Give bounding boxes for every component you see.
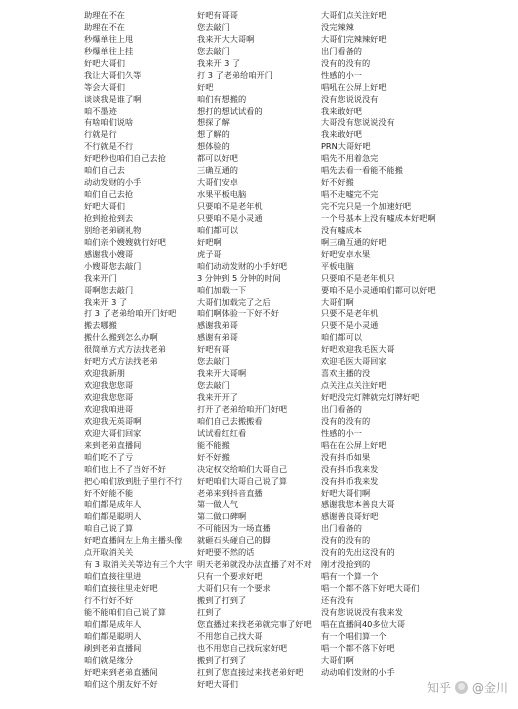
- script-line: 我来开 3 了: [197, 57, 241, 68]
- script-line: 感谢我您本善良大哥: [321, 499, 395, 510]
- script-line: 大哥没有您说说没有: [321, 117, 395, 128]
- script-line: 谈谈我是谁了啊: [84, 93, 142, 104]
- script-line: 咱们也上不了当好不好: [84, 463, 166, 474]
- script-line: 大哥们啊: [321, 654, 354, 665]
- script-line: 没有的没有的: [321, 57, 371, 68]
- script-line: 喜欢主播的没: [321, 368, 371, 379]
- script-line: 我来开大哥啊: [197, 368, 247, 379]
- script-line: 大哥们加载完了之后: [197, 296, 271, 307]
- script-line: 很简单方式方法找老弟: [84, 344, 166, 355]
- script-line: 老弟来到抖音直播: [197, 487, 263, 498]
- script-line: 好不好搬: [321, 177, 354, 188]
- script-line: 打 3 了老弟给咱开门好吧: [84, 308, 177, 319]
- script-line: 好吧来到老弟直播间: [84, 666, 158, 677]
- script-line: 能不能咱们自己说了算: [84, 606, 166, 617]
- script-line: 欢迎我无英哥啊: [84, 415, 142, 426]
- script-line: 刷到老弟直播间: [84, 642, 142, 653]
- script-line: 没有的先出这没有的: [321, 547, 395, 558]
- script-line: 不可能因为一场直播: [197, 523, 271, 534]
- script-line: 搬到了打到了: [197, 594, 247, 605]
- script-line: 虎子哥: [197, 248, 222, 259]
- script-line: 咱们加载一下: [197, 284, 247, 295]
- script-line: 咱们都是聪明人: [84, 511, 142, 522]
- script-line: 好吧大哥们: [84, 201, 125, 211]
- watermark-brand: 知乎: [426, 681, 451, 695]
- script-line: 好吧没完灯牌就完灯牌好吧: [321, 392, 420, 402]
- script-line: 欢迎我新朋: [84, 368, 125, 379]
- script-line: 出门看备的: [321, 523, 362, 534]
- script-line: 出门看备的: [321, 45, 362, 56]
- script-line: 我来开开了: [197, 392, 238, 402]
- script-line: 哥啊您去敲门: [84, 284, 134, 295]
- script-line: 我让大哥们久等: [84, 69, 142, 80]
- script-line: 没有抖币如果: [321, 451, 371, 462]
- script-line: 完不完只是一个加速好吧: [321, 201, 412, 211]
- script-column-middle: [197, 10, 317, 690]
- script-line: 不用您自己找大哥: [197, 630, 263, 641]
- script-line: 感谢我弟哥: [197, 320, 238, 331]
- script-line: 抢到抢抢到去: [84, 212, 134, 223]
- script-line: 行不行好不好: [84, 594, 134, 605]
- script-line: 好不好搬: [197, 451, 230, 462]
- script-line: 搬到了打到了: [197, 654, 247, 665]
- script-line: 好吧欢迎我毛医大哥: [321, 344, 395, 355]
- script-line: 搬去哪搬: [84, 320, 117, 331]
- script-line: 决定权交给咱们大哥自己: [197, 463, 288, 474]
- script-line: 好吧安卓水果: [321, 248, 371, 259]
- script-line: 没完辣辣: [321, 21, 354, 32]
- script-line: 出门看备的: [321, 403, 362, 414]
- script-line: 点开取消关关: [84, 547, 134, 558]
- script-line: 欢迎我您您哥: [84, 392, 134, 402]
- script-line: 一个号基本上没有嘘成本好吧啊: [321, 212, 436, 223]
- script-line: 有啥咱们说啥: [84, 117, 134, 128]
- script-line: 好吧咱们大哥自己说了算: [197, 475, 288, 486]
- script-line: 动动咱们发财的小手: [321, 666, 395, 677]
- script-line: 水果平板电脑: [197, 189, 247, 200]
- script-line: 也不用您自己找玩家好吧: [197, 642, 288, 653]
- script-line: 大哥们安卓: [197, 177, 238, 188]
- zhihu-watermark: [427, 679, 508, 696]
- script-line: 第二做口碑啊: [197, 511, 247, 522]
- avatar-icon: [455, 681, 468, 694]
- script-line: 只要咱不是老年机: [197, 201, 263, 211]
- script-line: 没有嘘成本: [321, 224, 362, 235]
- script-line: PRN大哥好吧: [321, 141, 371, 152]
- script-line: 唱吼在公屏上好吧: [321, 81, 387, 92]
- script-line: 大哥们只有一个要求: [197, 583, 271, 593]
- script-line: 唱一个都不落下好吧: [321, 642, 395, 653]
- script-line: 咱们都是成年人: [84, 618, 142, 629]
- script-line: 动动发财的小手: [84, 177, 142, 188]
- script-line: 刚才没抢到的: [321, 559, 371, 570]
- script-column-right: [321, 10, 446, 679]
- script-line: 欢迎我咱进哥: [84, 403, 134, 414]
- script-line: 我来开门: [84, 272, 117, 283]
- script-line: 想打的想试试看的: [197, 105, 263, 116]
- script-line: 好吧啊: [197, 236, 222, 247]
- script-line: 咱们就是缘分: [84, 654, 134, 665]
- script-line: 好吧直播间左上角主播头像: [84, 535, 183, 546]
- script-line: 您去敲门: [197, 356, 230, 367]
- script-line: 好吧: [197, 81, 214, 92]
- script-line: 还有没有: [321, 594, 354, 605]
- script-line: 想了解的: [197, 129, 230, 140]
- script-line: 好吧大哥们: [197, 678, 238, 689]
- script-line: 咱们吃不了亏: [84, 451, 134, 462]
- script-line: 想探了解: [197, 117, 230, 128]
- script-line: 性感的小一: [321, 69, 362, 80]
- script-line: 能不能搬: [197, 439, 230, 450]
- script-line: 好不好能不能: [84, 487, 134, 498]
- script-line: 咱们都可以: [321, 332, 362, 343]
- script-line: 咱不墨迹: [84, 105, 117, 116]
- script-line: 唱在在公屏上好吧: [321, 439, 387, 450]
- script-line: 我来敢好吧: [321, 129, 362, 140]
- script-line: 咱们自己去搬搬看: [197, 415, 263, 426]
- script-line: 大哥们啊: [321, 296, 354, 307]
- script-line: 助理在不在: [84, 21, 125, 32]
- script-line: 扛到了: [197, 606, 222, 617]
- script-line: 没有您说说没有我来发: [321, 606, 403, 617]
- script-line: 只要咱不是小灵通: [197, 212, 263, 223]
- script-line: 小嫂哥您去敲门: [84, 260, 142, 271]
- script-line: 第一做人气: [197, 499, 238, 510]
- script-line: 行就是行: [84, 129, 117, 140]
- script-line: 欢迎毛医大哥回家: [321, 356, 387, 367]
- script-line: 欢迎我您您哥: [84, 380, 134, 391]
- script-line: 平板电脑: [321, 260, 354, 271]
- script-line: 咱们动动发财的小手好吧: [197, 260, 288, 271]
- script-line: 没有抖币我来发: [321, 463, 379, 474]
- script-line: 有一个唱们算一个: [321, 630, 387, 641]
- script-line: 只要不是老年机: [321, 308, 379, 319]
- script-line: 唱有一个算一个: [321, 571, 379, 582]
- script-line: 扛到了您直接过来找老弟好吧: [197, 666, 304, 677]
- script-line: 打 3 了老弟给咱开门: [197, 69, 273, 80]
- script-column-left: [84, 10, 194, 690]
- script-line: 您去敲门: [197, 380, 230, 391]
- script-line: 好吧要不然的话: [197, 547, 255, 558]
- script-line: 咱自己说了算: [84, 523, 134, 534]
- script-line: 秒爆单往上挂: [84, 45, 134, 56]
- script-line: 您直播过来找老弟就完事了好吧: [197, 618, 312, 629]
- script-line: 不行就是不行: [84, 141, 134, 152]
- script-line: 只有一个要求好吧: [197, 571, 263, 582]
- script-line: 等会大哥们: [84, 81, 125, 92]
- script-line: 咱们直接往里进: [84, 571, 142, 582]
- script-line: 您去敲门: [197, 21, 230, 32]
- script-line: 要咱不是小灵通咱们都可以好吧: [321, 284, 436, 295]
- script-line: 只要不是小灵通: [321, 320, 379, 331]
- script-line: 没有您说说没有: [321, 93, 379, 104]
- script-line: 好吧大哥们: [84, 57, 125, 68]
- script-line: 咱们这个朋友好不好: [84, 678, 158, 689]
- script-line: 来到老弟直播间: [84, 439, 142, 450]
- script-line: 只要咱不是老年机只: [321, 272, 395, 283]
- script-line: 把心咱们放到肚子里行不行: [84, 475, 183, 486]
- script-line: 没有的没有的: [321, 535, 371, 546]
- script-line: 欢迎大哥们回家: [84, 427, 142, 438]
- script-line: 好吧有哥: [197, 344, 230, 355]
- script-line: 3 分钟到 5 分钟的时间: [197, 272, 281, 283]
- script-line: 都可以好吧: [197, 153, 238, 164]
- script-line: 三确互通的: [197, 165, 238, 176]
- script-line: 好吧秒也咱们自己去抢: [84, 153, 166, 164]
- script-line: 别给老弟刷礼物: [84, 224, 142, 235]
- script-line: 咱们亲个嫂嫂就行好吧: [84, 236, 166, 247]
- script-line: 咱们都可以: [197, 224, 238, 235]
- script-line: 您去敲门: [197, 45, 230, 56]
- script-line: 唱先去看一看能不能搬: [321, 165, 403, 176]
- script-line: 好吧方式方法找老弟: [84, 356, 158, 367]
- script-line: 唱一个都不落下好吧大哥们: [321, 583, 420, 593]
- script-line: 我来开 3 了: [84, 296, 128, 307]
- script-line: 助理在不在: [84, 10, 125, 20]
- script-line: 咱们有想搬的: [197, 93, 247, 104]
- script-line: 咱们都是成年人: [84, 499, 142, 510]
- script-line: 好吧有哥哥: [197, 10, 238, 20]
- script-line: 搬什么搬到怎么办啊: [84, 332, 158, 343]
- script-line: 秒爆单往上甩: [84, 33, 134, 44]
- script-line: 啊三确互通的好吧: [321, 236, 387, 247]
- script-line: 好吧大哥们啊: [321, 487, 371, 498]
- script-line: 大哥们完辣辣好吧: [321, 33, 387, 44]
- script-line: 没有抖币我来发: [321, 475, 379, 486]
- script-line: 咱们都是聪明人: [84, 630, 142, 641]
- script-line: 咱们自己去: [84, 165, 125, 176]
- script-line: 性感的小一: [321, 427, 362, 438]
- script-line: 感谢善良哥好吧: [321, 511, 379, 522]
- script-line: 想体验的: [197, 141, 230, 152]
- script-line: 感谢我小嫂哥: [84, 248, 134, 259]
- script-line: 我来开大大哥啊: [197, 33, 255, 44]
- script-line: 感谢有弟哥: [197, 332, 238, 343]
- script-line: 大哥们点关注好吧: [321, 10, 387, 20]
- script-line: 咱们啊体验一下好不好: [197, 308, 279, 319]
- script-line: 没有的没有的: [321, 415, 371, 426]
- watermark-author: @金川: [471, 681, 508, 695]
- script-line: 明天老弟就没办法直播了对不对: [197, 559, 312, 570]
- script-line: 打开了老弟给咱开门好吧: [197, 403, 288, 414]
- script-line: 我来敢好吧: [321, 105, 362, 116]
- script-line: 有 3 取消关关等边有三个大字: [84, 559, 193, 570]
- script-line: 唱不走嘘完不完: [321, 189, 379, 200]
- script-line: 唱先不用着急完: [321, 153, 379, 164]
- script-line: 唱在直播间40多位大哥: [321, 618, 406, 629]
- script-line: 咱们自己去抢: [84, 189, 134, 200]
- script-line: 就砸石头碰自己的脚: [197, 535, 271, 546]
- script-line: 咱们直接往里走好吧: [84, 583, 158, 593]
- script-line: 试试看红红看: [197, 427, 247, 438]
- script-line: 点关注点关注好吧: [321, 380, 387, 391]
